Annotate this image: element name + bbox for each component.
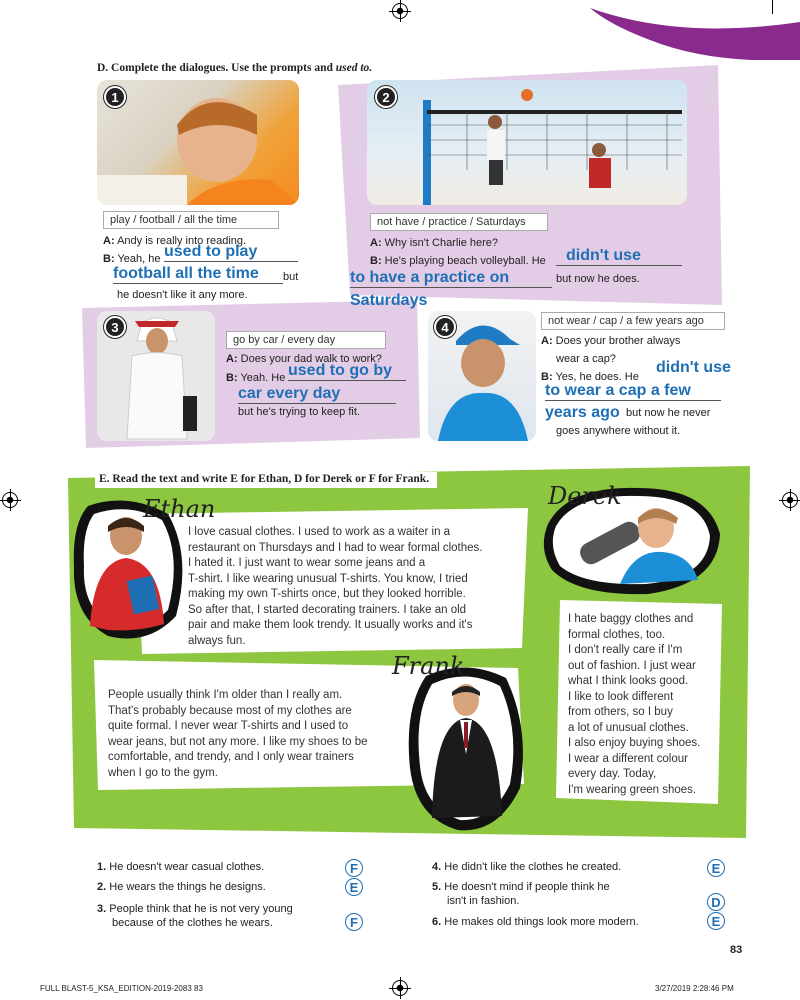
section-e-heading: E. Read the text and write E for Ethan, D for Derek or F for Frank. xyxy=(95,472,437,488)
dialogue-1-a: A: Andy is really into reading. xyxy=(103,235,247,247)
dialogue-1-b: B: Yeah, he xyxy=(103,253,161,265)
page-number: 83 xyxy=(730,944,743,956)
frank-name: Frank xyxy=(392,652,465,680)
answer-3-line1: used to go by xyxy=(288,362,406,381)
footer-right: 3/27/2019 2:28:46 PM xyxy=(655,984,734,993)
section-d-heading: D. Complete the dialogues. Use the prompts and used to. xyxy=(97,62,373,74)
registration-mark-top xyxy=(392,3,408,19)
answer-3-line2: car every day xyxy=(238,385,396,404)
photo-boy-reading xyxy=(97,80,299,205)
registration-mark-left xyxy=(2,492,18,508)
dialogue-1-after2: he doesn't like it any more. xyxy=(117,289,248,301)
volleyball-illustration xyxy=(367,80,687,205)
answer-circle-6: E xyxy=(707,912,725,930)
derek-text: I hate baggy clothes and formal clothes, too. I don't really care if I'm out of fashion. I just wear what I think looks good. I like to look different from others, so I buy a lot of unusual clothes. I also enjoy buying shoes. I wear a different colour every day. Today, I'm wearing green shoes. xyxy=(568,613,701,796)
dialogue-1-after: but xyxy=(283,271,299,283)
question-3-line2: because of the clothes he wears. xyxy=(112,917,273,929)
question-5-line2: isn't in fashion. xyxy=(447,895,520,907)
frank-text: People usually think I'm older than I really am. That's probably because most of my clothes are quite formal. I never wear T-shirts and I used to wear jeans, but not any more. I like my shoes to be comfortable, and trendy, and I only wear trainers when I go to the gym. xyxy=(108,689,368,779)
answer-4-line1: didn't use xyxy=(656,359,731,376)
answer-circle-5: D xyxy=(707,893,725,911)
dialogue-4-a2: wear a cap? xyxy=(556,353,616,365)
dialogue-3-a: A: Does your dad walk to work? xyxy=(226,353,382,365)
dialogue-2-a: A: Why isn't Charlie here? xyxy=(370,237,499,249)
question-2: 2. He wears the things he designs. xyxy=(97,881,266,893)
answer-2-line3: Saturdays xyxy=(350,292,428,309)
answer-circle-2: E xyxy=(345,878,363,896)
question-1: 1. He doesn't wear casual clothes. xyxy=(97,861,265,873)
prompt-4: not wear / cap / a few years ago xyxy=(541,312,725,330)
registration-mark-bottom xyxy=(392,980,408,996)
corner-tick-marks xyxy=(772,0,800,14)
dialogue-2-b: B: He's playing beach volleyball. He xyxy=(370,255,546,267)
question-4: 4. He didn't like the clothes he created. xyxy=(432,861,622,873)
answer-4-line3: years ago xyxy=(545,404,620,421)
ethan-text: I love casual clothes. I used to work as a waiter in a restaurant on Thursdays and I had to wear formal clothes. I hated it. I just want to wear some jeans and a T-shirt. I like wearing unusual T-shirts. You know, I tried making my own T-shirts once, but they looked horrible. So after that, I started decorating trainers. I take an old pair and make them look trendy. It usually works and it's always fun. xyxy=(188,526,483,647)
footer-left: FULL BLAST-5_KSA_EDITION-2019-2083 83 xyxy=(40,984,203,993)
answer-circle-1: F xyxy=(345,859,363,877)
derek-name: Derek xyxy=(548,482,622,510)
dialogue-3-after: but he's trying to keep fit. xyxy=(238,406,360,418)
answer-1-line1: used to play xyxy=(164,243,298,262)
item-number-2: 2 xyxy=(375,86,397,108)
item-number-1: 1 xyxy=(104,86,126,108)
ethan-name: Ethan xyxy=(143,495,216,523)
prompt-3: go by car / every day xyxy=(226,331,386,349)
item-number-3: 3 xyxy=(104,316,126,338)
dialogue-4-after2: goes anywhere without it. xyxy=(556,425,681,437)
question-6: 6. He makes old things look more modern. xyxy=(432,916,639,928)
prompt-1: play / football / all the time xyxy=(103,211,279,229)
photo-beach-volleyball xyxy=(367,80,687,205)
answer-1-line2: football all the time xyxy=(113,265,283,284)
dialogue-2-after: but now he does. xyxy=(556,273,640,285)
answer-circle-3: F xyxy=(345,913,363,931)
dialogue-4-after: but now he never xyxy=(626,407,711,419)
registration-mark-right xyxy=(782,492,798,508)
answer-2-line1: didn't use xyxy=(556,247,682,266)
dialogue-4-b: B: Yes, he does. He xyxy=(541,371,639,383)
dialogue-4-a: A: Does your brother always xyxy=(541,335,681,347)
answer-2-line2: to have a practice on xyxy=(350,269,552,288)
answer-circle-4: E xyxy=(707,859,725,877)
answer-4-line2: to wear a cap a few xyxy=(545,382,721,401)
purple-corner-band xyxy=(590,0,800,60)
dialogue-3-b: B: Yeah. He xyxy=(226,372,286,384)
boy-reading-illustration xyxy=(97,80,299,205)
prompt-2: not have / practice / Saturdays xyxy=(370,213,548,231)
frank-photo-blob xyxy=(402,658,528,834)
question-5: 5. He doesn't mind if people think he xyxy=(432,881,610,893)
question-3: 3. People think that he is not very young xyxy=(97,903,293,915)
item-number-4: 4 xyxy=(434,316,456,338)
